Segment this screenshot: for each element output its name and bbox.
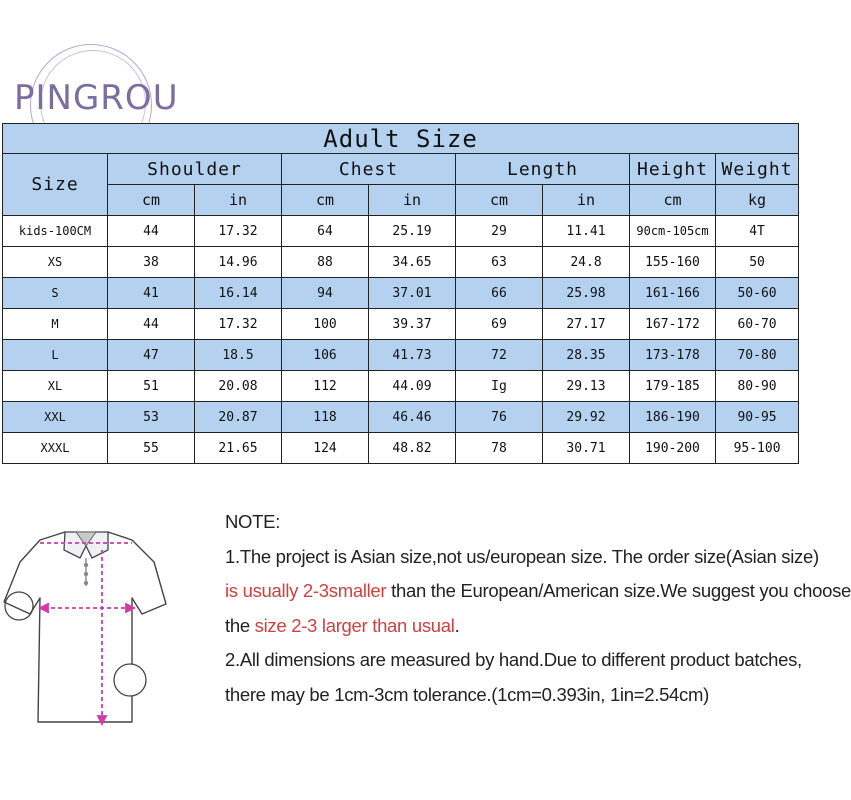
button-icon — [84, 563, 88, 567]
table-cell: 27.17 — [543, 309, 630, 340]
table-cell: 29.92 — [543, 402, 630, 433]
unit-cell: cm — [456, 185, 543, 216]
size-cell: L — [3, 340, 108, 371]
shoulder-header: Shoulder — [108, 154, 282, 185]
table-cell: 124 — [282, 433, 369, 464]
table-cell: 88 — [282, 247, 369, 278]
table-cell: 29.13 — [543, 371, 630, 402]
table-cell: 72 — [456, 340, 543, 371]
table-cell: 48.82 — [369, 433, 456, 464]
table-cell: 94 — [282, 278, 369, 309]
table-cell: 25.98 — [543, 278, 630, 309]
table-cell: 18.5 — [195, 340, 282, 371]
length-header: Length — [456, 154, 630, 185]
size-cell: XL — [3, 371, 108, 402]
table-row — [3, 402, 799, 433]
table-cell: 167-172 — [630, 309, 716, 340]
table-cell: 76 — [456, 402, 543, 433]
note-text: than the European/American size.We suggest you choose — [386, 580, 851, 601]
table-cell: 37.01 — [369, 278, 456, 309]
table-cell: 80-90 — [716, 371, 799, 402]
size-note — [225, 505, 851, 712]
table-title: Adult Size — [3, 124, 799, 154]
table-cell: 112 — [282, 371, 369, 402]
table-cell: 51 — [108, 371, 195, 402]
height-header: Height — [630, 154, 716, 185]
table-cell: 78 — [456, 433, 543, 464]
note-line-3 — [225, 609, 800, 644]
table-cell: Ig — [456, 371, 543, 402]
unit-cell: in — [369, 185, 456, 216]
note-text: the — [225, 614, 255, 636]
note-line-5: there may be 1cm-3cm tolerance.(1cm=0.393in, 1in=2.54cm) — [225, 683, 709, 705]
table-row — [3, 278, 799, 309]
table-cell: 63 — [456, 247, 543, 278]
table-cell: 25.19 — [369, 216, 456, 247]
note-line-4: 2.All dimensions are measured by hand.Due to different product batches, — [225, 649, 802, 670]
button-icon — [84, 581, 88, 585]
polo-shirt-outline — [4, 532, 166, 722]
zoom-circle — [114, 664, 146, 696]
table-cell: 155-160 — [630, 247, 716, 278]
size-cell: M — [3, 309, 108, 340]
note-highlight: is usually 2-3smaller — [225, 580, 387, 601]
table-cell: 11.41 — [543, 216, 630, 247]
chest-header: Chest — [282, 154, 456, 185]
table-cell: 4T — [716, 216, 799, 247]
unit-cell: cm — [630, 185, 716, 216]
shirt-measurement-diagram — [0, 510, 210, 740]
table-cell: 29 — [456, 216, 543, 247]
table-cell: 16.14 — [195, 278, 282, 309]
unit-cell: in — [195, 185, 282, 216]
table-cell: 44 — [108, 216, 195, 247]
table-cell: 173-178 — [630, 340, 716, 371]
table-cell: 53 — [108, 402, 195, 433]
table-cell: 44.09 — [369, 371, 456, 402]
size-cell: XS — [3, 247, 108, 278]
table-cell: 70-80 — [716, 340, 799, 371]
table-cell: 64 — [282, 216, 369, 247]
table-cell: 28.35 — [543, 340, 630, 371]
table-cell: 38 — [108, 247, 195, 278]
size-column-header: Size — [3, 154, 108, 216]
unit-cell: kg — [716, 185, 799, 216]
table-row — [3, 309, 799, 340]
table-cell: 41.73 — [369, 340, 456, 371]
table-row — [3, 216, 799, 247]
table-cell: 190-200 — [630, 433, 716, 464]
table-cell: 24.8 — [543, 247, 630, 278]
table-cell: 90cm-105cm — [630, 216, 716, 247]
size-cell: S — [3, 278, 108, 309]
table-cell: 47 — [108, 340, 195, 371]
table-cell: 161-166 — [630, 278, 716, 309]
table-cell: 100 — [282, 309, 369, 340]
table-cell: 39.37 — [369, 309, 456, 340]
unit-cell: in — [543, 185, 630, 216]
size-cell: XXL — [3, 402, 108, 433]
table-row — [3, 371, 799, 402]
table-cell: 106 — [282, 340, 369, 371]
table-cell: 21.65 — [195, 433, 282, 464]
table-cell: 66 — [456, 278, 543, 309]
logo-text: PINGROU — [14, 78, 179, 118]
table-row — [3, 433, 799, 464]
button-icon — [84, 572, 88, 576]
table-cell: 95-100 — [716, 433, 799, 464]
table-cell: 118 — [282, 402, 369, 433]
table-cell: 20.08 — [195, 371, 282, 402]
weight-header: Weight — [716, 154, 799, 185]
table-cell: 69 — [456, 309, 543, 340]
size-cell: kids-100CM — [3, 216, 108, 247]
table-cell: 186-190 — [630, 402, 716, 433]
table-cell: 55 — [108, 433, 195, 464]
table-cell: 179-185 — [630, 371, 716, 402]
table-cell: 46.46 — [369, 402, 456, 433]
table-cell: 41 — [108, 278, 195, 309]
table-row — [3, 247, 799, 278]
table-cell: 17.32 — [195, 309, 282, 340]
table-cell: 60-70 — [716, 309, 799, 340]
table-cell: 30.71 — [543, 433, 630, 464]
table-cell: 34.65 — [369, 247, 456, 278]
table-cell: 50-60 — [716, 278, 799, 309]
table-cell: 50 — [716, 247, 799, 278]
unit-cell: cm — [108, 185, 195, 216]
table-cell: 17.32 — [195, 216, 282, 247]
table-cell: 14.96 — [195, 247, 282, 278]
table-row — [3, 340, 799, 371]
table-cell: 90-95 — [716, 402, 799, 433]
note-text: . — [454, 614, 460, 636]
note-line-2 — [225, 574, 851, 609]
note-line-1: 1.The project is Asian size,not us/european size. The order size(Asian size) — [225, 545, 819, 567]
size-rows — [3, 216, 799, 464]
note-heading: NOTE: — [225, 511, 281, 532]
size-cell: XXXL — [3, 433, 108, 464]
table-cell: 44 — [108, 309, 195, 340]
unit-cell: cm — [282, 185, 369, 216]
note-highlight: size 2-3 larger than usual — [254, 614, 455, 636]
table-cell: 20.87 — [195, 402, 282, 433]
size-chart-table — [2, 123, 799, 464]
